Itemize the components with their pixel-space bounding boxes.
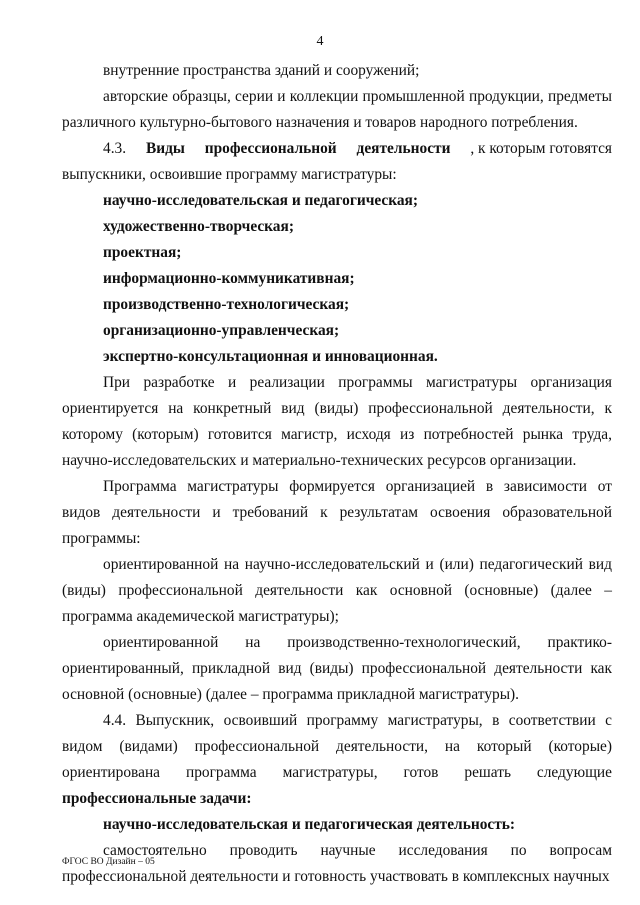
activity-type-2: художественно-творческая;	[103, 218, 294, 235]
list-item-products-line1: авторские образцы, серии и коллекции промышленной продукции, предметы	[103, 88, 612, 105]
footer-label: ФГОС ВО Дизайн – 05	[62, 857, 155, 867]
heading-word-activity: деятельности	[356, 140, 451, 157]
activity-type-4: информационно-коммуникативная;	[103, 270, 355, 287]
paragraph-academic-master: ориентированной на научно-исследовательский и (или) педагогический вид (виды) профессиональной деятельности как основной (основные) (далее – программа академической магистратуры);	[62, 556, 612, 625]
subheading-research-teaching: научно-исследовательская и педагогическая деятельность:	[103, 816, 516, 833]
section-number: 4.3.	[103, 140, 127, 157]
activity-type-7: экспертно-консультационная и инновационная.	[103, 348, 438, 365]
heading-rest: , к которым готовятся	[470, 140, 612, 157]
list-item-products-line2: различного культурно-бытового назначения и товаров народного потребления.	[62, 114, 578, 131]
paragraph-research-tasks: самостоятельно проводить научные исследования по вопросам профессиональной деятельности и готовность участвовать в комплексных научных	[62, 842, 612, 885]
professional-tasks-label: профессиональные задачи:	[62, 790, 252, 807]
activity-type-3: проектная;	[103, 244, 182, 261]
page-content	[62, 58, 612, 890]
paragraph-applied-master: ориентированной на производственно-технологический, практико-ориентированный, прикладной вид (виды) профессиональной деятельности как основной (основные) (далее – программа прикладной магистратуры).	[62, 634, 612, 703]
heading-word-vidy: Виды	[145, 140, 185, 157]
activity-type-6: организационно-управленческая;	[103, 322, 340, 339]
section-4-4-paragraph	[62, 708, 612, 812]
heading-word-professional: профессиональной	[204, 140, 337, 157]
list-item-interiors: внутренние пространства зданий и сооружений;	[103, 62, 420, 79]
section-4-3-line2: выпускники, освоившие программу магистратуры:	[62, 166, 397, 183]
section-4-4-text: 4.4. Выпускник, освоивший программу магистратуры, в соответствии с видом (видами) профессиональной деятельности, на который (которые) ориентирована программа магистратуры, готов решать следующие	[62, 712, 612, 781]
activity-type-1: научно-исследовательская и педагогическая;	[103, 192, 419, 209]
page-number: 4	[316, 34, 324, 49]
section-4-3-heading-line	[62, 136, 612, 162]
activity-type-5: производственно-технологическая;	[103, 296, 350, 313]
paragraph-formation: Программа магистратуры формируется организацией в зависимости от видов деятельности и требований к результатам освоения образовательной программы:	[62, 478, 612, 547]
paragraph-development: При разработке и реализации программы магистратуры организация ориентируется на конкретный вид (виды) профессиональной деятельности, к которому (которым) готовится магистр, исходя из потребностей рынка труда, научно-исследовательских и материально-технических ресурсов организации.	[62, 374, 612, 469]
